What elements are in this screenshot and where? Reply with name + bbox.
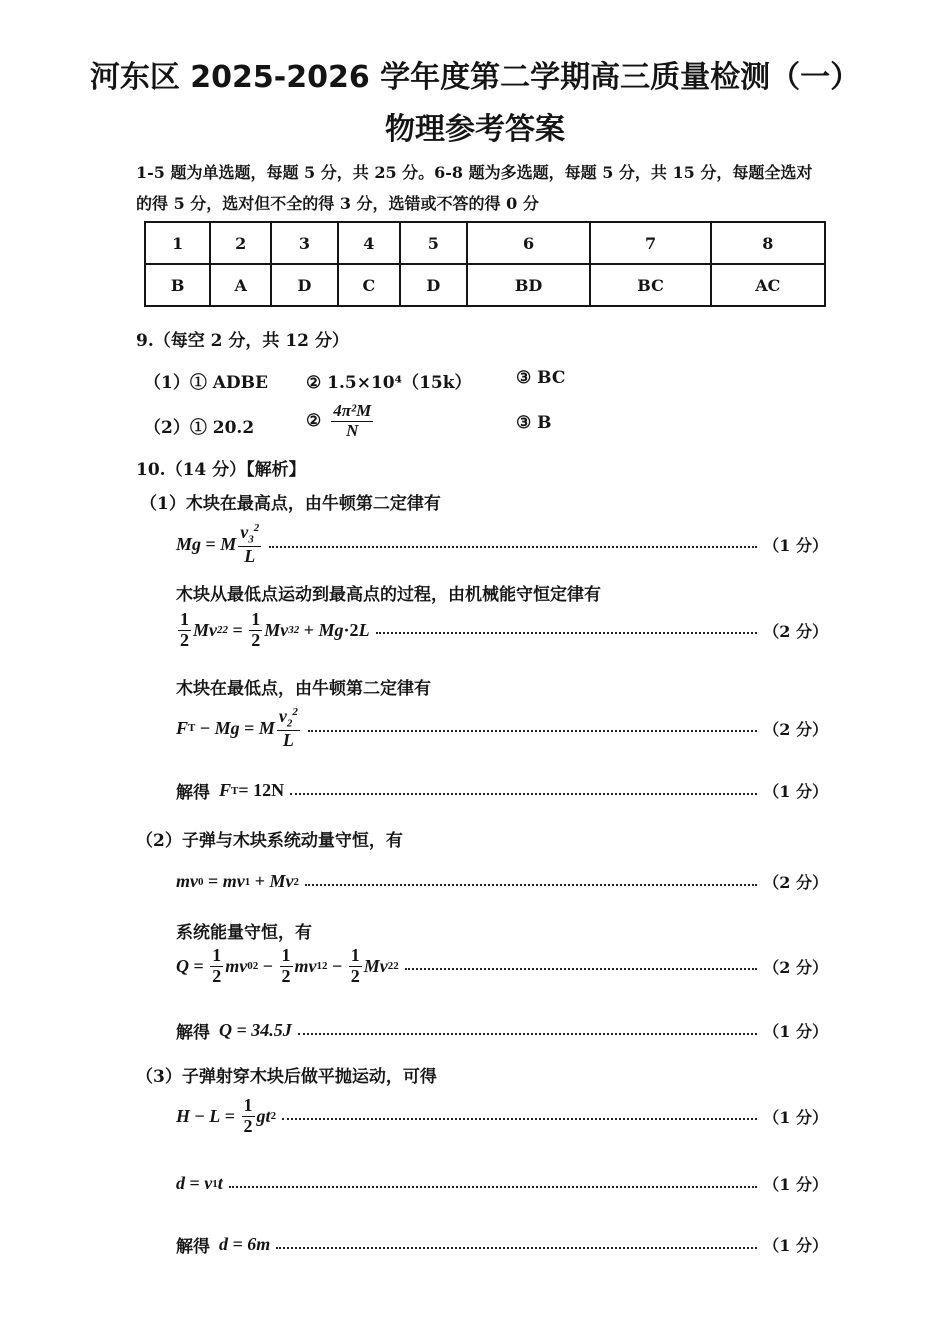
- equation-q-result: [176, 1018, 828, 1043]
- fraction-numerator: 4π²M: [333, 401, 372, 420]
- points-label: （2 分）: [763, 873, 828, 892]
- table-cell-number: 1: [145, 222, 210, 264]
- dot-leader: [290, 793, 757, 795]
- points-label: （1 分）: [763, 1107, 828, 1127]
- table-cell-answer: BD: [467, 264, 591, 306]
- dot-leader: [282, 1118, 757, 1120]
- equation-expression: 解得 d = 6m: [176, 1234, 271, 1257]
- dot-leader: [405, 968, 757, 970]
- equation-expression: d = v 1 t: [176, 1173, 223, 1193]
- q9-part1-answer-2: ② 1.5×10⁴（15k）: [306, 373, 472, 393]
- circled-number: ②: [306, 411, 322, 432]
- q9-part2-answer-1: （2）① 20.2: [144, 418, 255, 438]
- intro-line-2: 的得 5 分，选对但不全的得 3 分，选错或不答的得 0 分: [136, 194, 539, 213]
- dot-leader: [229, 1186, 758, 1188]
- equation-heat: [176, 946, 828, 987]
- points-label: （1 分）: [763, 1175, 828, 1194]
- q10-energy-text: 木块从最低点运动到最高点的过程，由机械能守恒定律有: [176, 585, 601, 605]
- points-label: （1 分）: [763, 1022, 828, 1041]
- q10-energy2-text: 系统能量守恒，有: [176, 923, 312, 943]
- page-title: 河东区 2025-2026 学年度第二学期高三质量检测（一）: [89, 60, 861, 95]
- q9-heading: 9.（每空 2 分，共 12 分）: [136, 331, 349, 351]
- table-cell-number: 3: [271, 222, 338, 264]
- equation-expression: 解得 Q = 34.5J: [176, 1020, 292, 1043]
- answer-table-answer-row: [145, 264, 825, 306]
- points-label: （1 分）: [763, 782, 828, 801]
- equation-ft-result: [176, 778, 828, 803]
- points-label: （1 分）: [763, 535, 828, 555]
- page-subtitle: 物理参考答案: [385, 112, 565, 147]
- points-label: （2 分）: [763, 719, 828, 739]
- equation-energy-conservation: [176, 610, 828, 651]
- table-cell-number: 8: [711, 222, 825, 264]
- equation-expression: $\frac{1}{2}$ Mv 2 2 = $\frac{1}{2}$ Mv 3 2 + Mg ·2 L: [180, 609, 370, 650]
- table-cell-answer: C: [338, 264, 400, 306]
- fraction-4pi2M-over-N: [331, 402, 373, 440]
- table-cell-number: 2: [210, 222, 271, 264]
- equation-d-result: [176, 1232, 828, 1257]
- equation-expression: F T − Mg = M $\frac{v_2^2}{L}$: [176, 706, 298, 750]
- dot-leader: [376, 632, 758, 634]
- table-cell-number: 4: [338, 222, 400, 264]
- table-cell-answer: BC: [590, 264, 710, 306]
- dot-leader: [269, 546, 757, 548]
- equation-expression: Mg = M $\frac{v_3^2}{L}$: [176, 522, 260, 566]
- dot-leader: [276, 1247, 757, 1249]
- fraction-denominator: N: [346, 420, 359, 440]
- points-label: （1 分）: [763, 1236, 828, 1255]
- q9-part1-answer-3: ③ BC: [516, 368, 566, 388]
- dot-leader: [308, 730, 757, 732]
- table-cell-answer: D: [271, 264, 338, 306]
- dot-leader: [305, 884, 757, 886]
- q10-part1-text: （1）木块在最高点，由牛顿第二定律有: [140, 494, 441, 514]
- q10-lowest-text: 木块在最低点，由牛顿第二定律有: [176, 679, 431, 699]
- equation-lowest-point: [176, 706, 828, 750]
- equation-expression: mv 0 = mv 1 + Mv 2: [176, 871, 300, 891]
- q9-part1-answer-1: （1）① ADBE: [144, 373, 269, 393]
- equation-momentum: [176, 870, 828, 893]
- equation-distance: [176, 1172, 828, 1195]
- equation-expression: 解得 F T = 12N: [176, 780, 285, 803]
- answer-table-number-row: [145, 222, 825, 264]
- table-cell-number: 5: [400, 222, 467, 264]
- table-cell-answer: AC: [711, 264, 825, 306]
- equation-fall: [176, 1096, 828, 1137]
- q9-part2-answer-3: ③ B: [516, 413, 552, 433]
- points-label: （2 分）: [763, 957, 828, 977]
- table-cell-number: 6: [467, 222, 591, 264]
- dot-leader: [298, 1033, 758, 1035]
- equation-top-point: [176, 522, 828, 566]
- table-cell-number: 7: [590, 222, 710, 264]
- q9-part2-answer-2: [306, 402, 375, 440]
- answer-table: [144, 221, 826, 307]
- equation-expression: Q = $\frac{1}{2}$ mv 0 2 − $\frac{1}{2}$ mv 1 2 − $\frac{1}{2}$ Mv 2 2: [176, 945, 399, 986]
- table-cell-answer: B: [145, 264, 210, 306]
- q10-part2-text: （2）子弹与木块系统动量守恒，有: [136, 831, 403, 851]
- intro-line-1: 1-5 题为单选题，每题 5 分，共 25 分。6-8 题为多选题，每题 5 分，共 15 分，每题全选对: [136, 163, 813, 182]
- table-cell-answer: A: [210, 264, 271, 306]
- q10-heading: 10.（14 分）【解析】: [136, 460, 306, 480]
- points-label: （2 分）: [763, 621, 828, 641]
- table-cell-answer: D: [400, 264, 467, 306]
- equation-expression: H − L = $\frac{1}{2}$ gt 2: [176, 1095, 277, 1136]
- q10-part3-text: （3）子弹射穿木块后做平抛运动，可得: [136, 1067, 437, 1087]
